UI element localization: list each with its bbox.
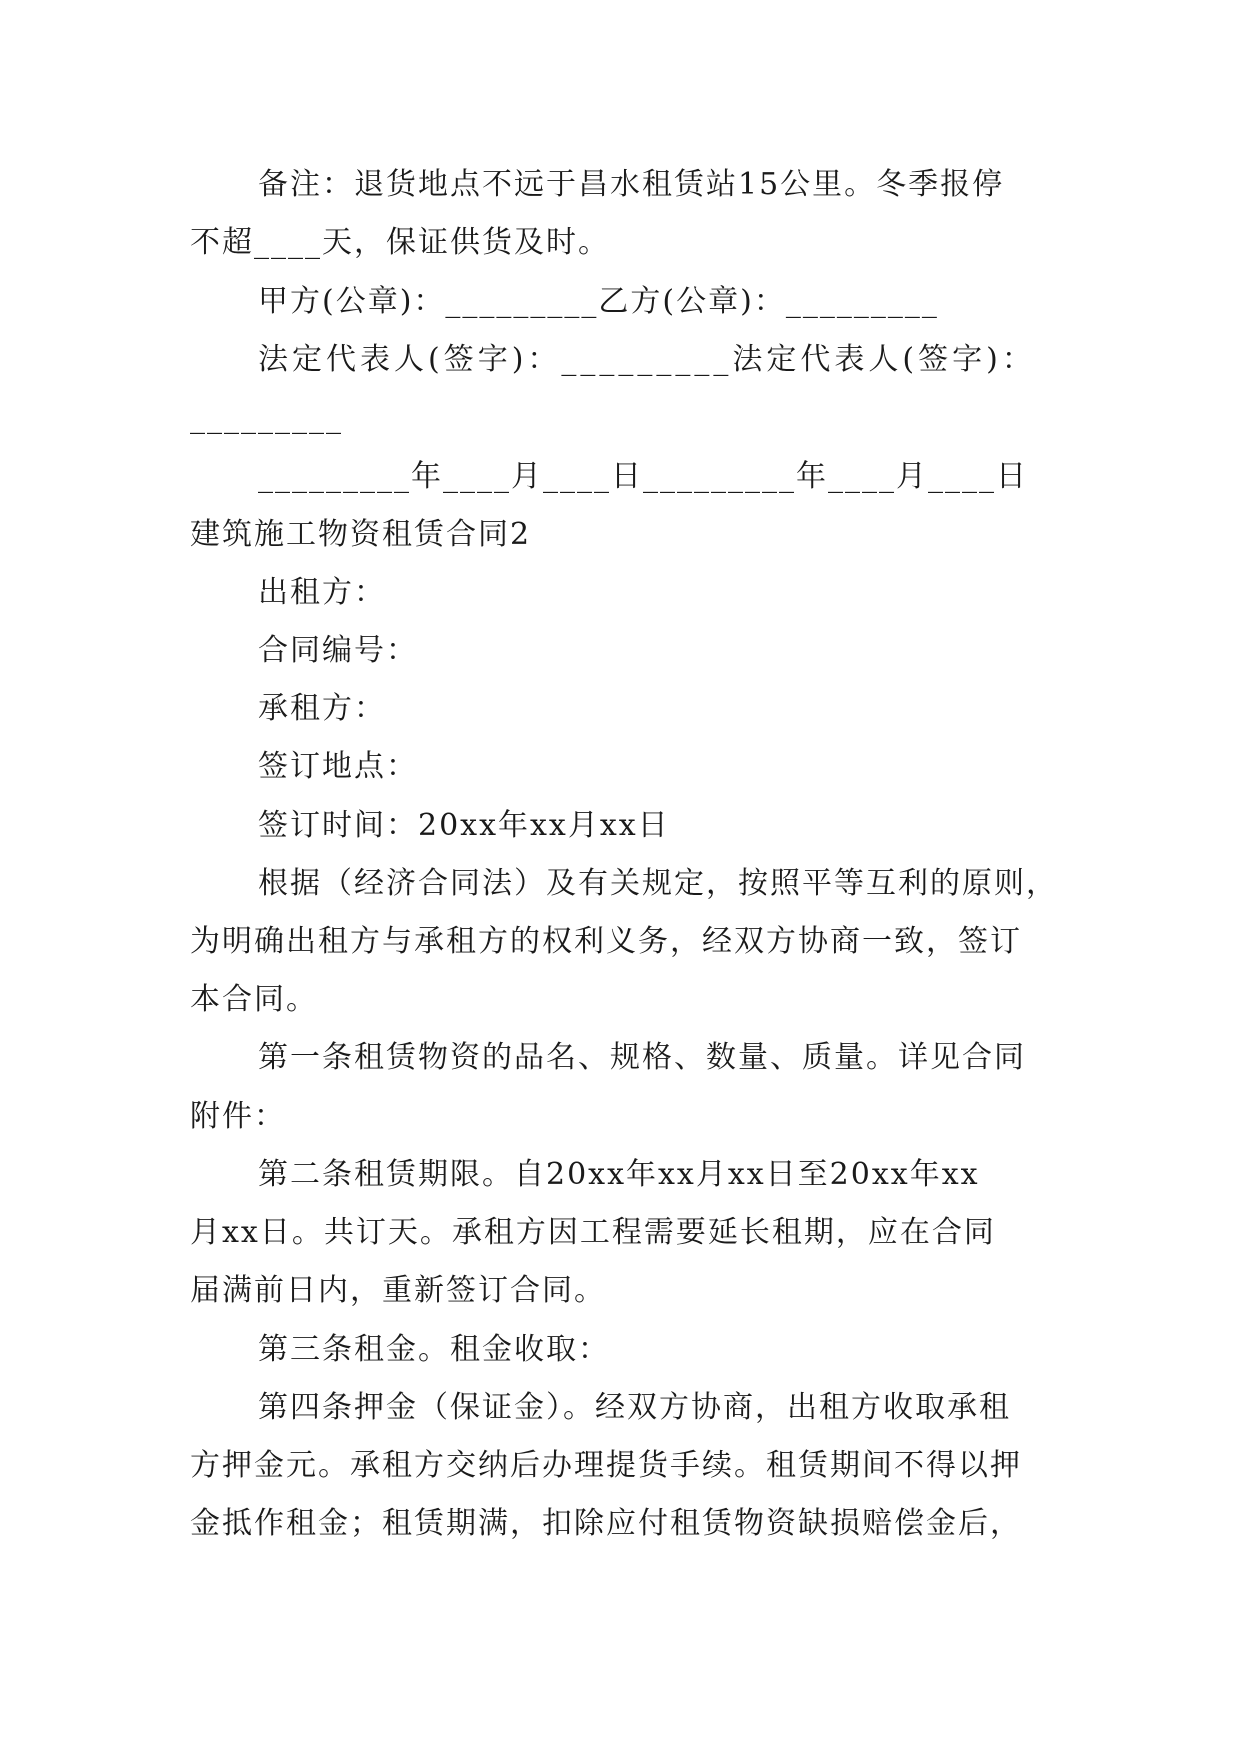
text-line: 届满前日内，重新签订合同。 <box>190 1273 606 1308</box>
text-line: 月xx日。共订天。承租方因工程需要延长租期，应在合同 <box>190 1215 996 1250</box>
text-line: 签订时间：20xx年xx月xx日 <box>258 808 670 843</box>
text-line: 不超____天，保证供货及时。 <box>190 225 610 260</box>
text-line: 第一条租赁物资的品名、规格、数量、质量。详见合同 <box>258 1040 1026 1075</box>
text-line: 承租方： <box>258 691 386 726</box>
text-line: 第四条押金（保证金）。经双方协商，出租方收取承租 <box>258 1390 1011 1425</box>
text-line: 附件： <box>190 1099 286 1134</box>
text-line: 为明确出租方与承租方的权利义务，经双方协商一致，签订 <box>190 924 1022 959</box>
text-line: 本合同。 <box>190 982 318 1017</box>
text-line: 法定代表人(签字)：_________法定代表人(签字)： <box>258 342 1036 377</box>
text-line: 第二条租赁期限。自20xx年xx月xx日至20xx年xx <box>258 1157 980 1192</box>
text-line: 金抵作租金；租赁期满，扣除应付租赁物资缺损赔偿金后， <box>190 1506 1022 1541</box>
text-line: 备注：退货地点不远于昌水租赁站15公里。冬季报停 <box>258 167 1005 202</box>
text-line: 合同编号： <box>258 633 418 668</box>
text-line: 根据（经济合同法）及有关规定，按照平等互利的原则， <box>258 866 1058 901</box>
text-line: _________ <box>190 400 343 435</box>
text-line: 第三条租金。租金收取： <box>258 1332 610 1367</box>
text-line: 甲方(公章)：_________乙方(公章)：_________ <box>258 284 939 319</box>
section-title: 建筑施工物资租赁合同2 <box>190 517 532 552</box>
text-line: 出租方： <box>258 575 386 610</box>
text-line: 签订地点： <box>258 749 418 784</box>
text-line: 方押金元。承租方交纳后办理提货手续。租赁期间不得以押 <box>190 1448 1022 1483</box>
text-line: _________年____月____日_________年____月____日 <box>258 459 1028 494</box>
